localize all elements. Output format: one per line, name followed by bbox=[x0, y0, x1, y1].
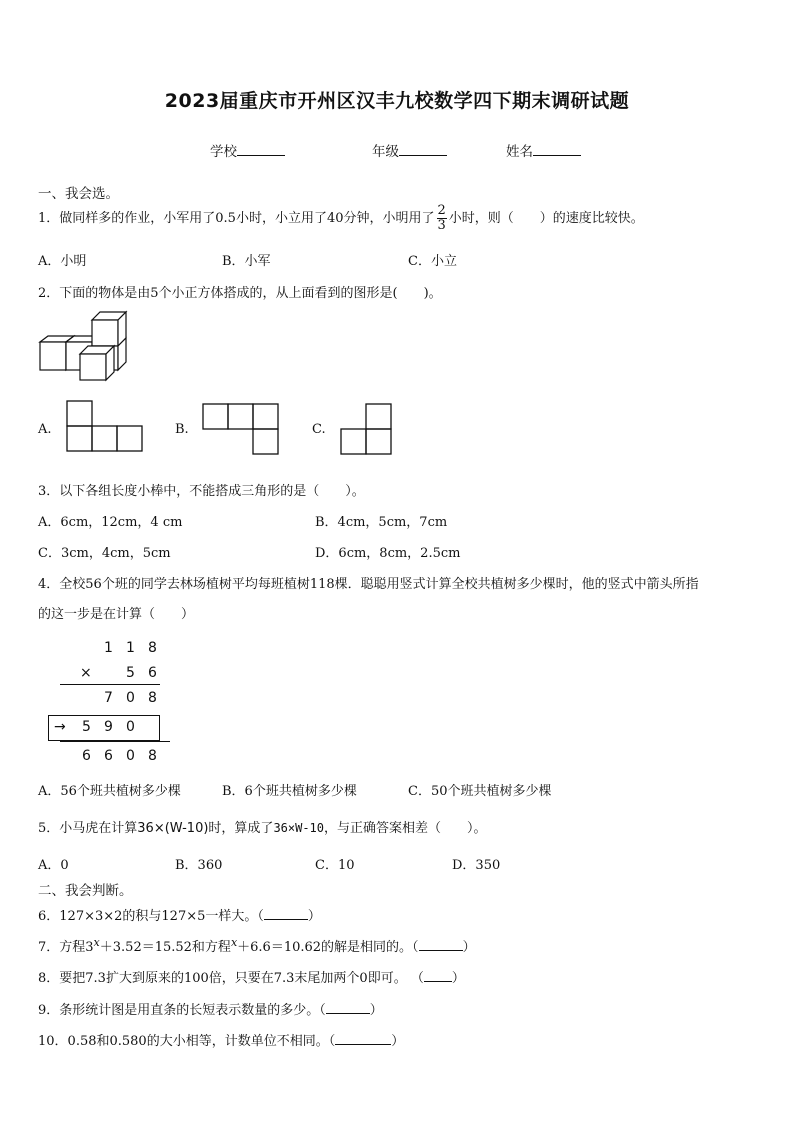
cube-stack-figure bbox=[38, 310, 130, 382]
q2-option-a[interactable]: A. bbox=[38, 422, 52, 437]
q10-text: 10．0.58和0.580的大小相等，计数单位不相同。（ bbox=[38, 1034, 336, 1049]
q4-option-b[interactable]: B．6个班共植树多少棵 bbox=[222, 784, 357, 799]
calc-digit: 7 bbox=[104, 690, 113, 706]
name-field[interactable] bbox=[506, 140, 581, 160]
calc-digit: 0 bbox=[126, 690, 135, 706]
q3-option-a[interactable]: A．6cm，12cm，4 cm bbox=[38, 515, 183, 530]
q6-close-paren: ） bbox=[307, 909, 321, 924]
q2-option-a-figure bbox=[66, 400, 144, 454]
q1-fraction-numerator: 2 bbox=[437, 203, 446, 218]
calc-arrow: → bbox=[54, 719, 66, 735]
q7-variable-x: x bbox=[230, 936, 238, 949]
q10-close-paren: ） bbox=[391, 1034, 405, 1049]
question-10 bbox=[38, 1030, 404, 1049]
question-9 bbox=[38, 999, 383, 1018]
calc-times-sign: × bbox=[80, 665, 92, 681]
q1-fraction-denominator: 3 bbox=[437, 218, 446, 233]
q3-option-b[interactable]: B．4cm，5cm，7cm bbox=[315, 515, 448, 530]
q5-text-pre: 5．小马虎在计算 bbox=[38, 821, 138, 836]
q1-text-pre: 1．做同样多的作业，小军用了0.5小时，小立用了40分钟，小明用了 bbox=[38, 211, 435, 226]
q3-option-d[interactable]: D．6cm，8cm，2.5cm bbox=[315, 546, 461, 561]
school-blank[interactable] bbox=[237, 142, 285, 156]
calc-digit: 5 bbox=[82, 719, 91, 735]
calc-digit: 0 bbox=[126, 719, 135, 735]
q4-option-a[interactable]: A．56个班共植树多少棵 bbox=[38, 784, 181, 799]
q7-close-paren: ） bbox=[462, 940, 476, 955]
question-6 bbox=[38, 905, 321, 924]
q9-answer-blank[interactable] bbox=[326, 1001, 370, 1014]
q7-answer-blank[interactable] bbox=[419, 938, 463, 951]
q6-text: 6．127×3×2的积与127×5一样大。（ bbox=[38, 909, 264, 924]
q7-text-mid: ＋3.52＝15.52和方程 bbox=[99, 940, 231, 955]
q2-option-b-figure bbox=[202, 403, 280, 457]
q8-answer-blank[interactable] bbox=[424, 969, 452, 982]
school-field[interactable] bbox=[210, 140, 285, 160]
q10-answer-blank[interactable] bbox=[335, 1032, 391, 1045]
grade-blank[interactable] bbox=[399, 142, 447, 156]
question-3: 3．以下各组长度小棒中，不能搭成三角形的是（ ）。 bbox=[38, 484, 365, 499]
name-label: 姓名 bbox=[506, 144, 533, 160]
q2-option-b[interactable]: B. bbox=[175, 422, 189, 437]
calc-digit: 1 bbox=[104, 640, 113, 656]
page-title: 2023届重庆市开州区汉丰九校数学四下期末调研试题 bbox=[164, 90, 630, 112]
calc-digit: 5 bbox=[126, 665, 135, 681]
q8-text: 8．要把7.3扩大到原来的100倍，只要在7.3末尾加两个0即可。 （ bbox=[38, 971, 424, 986]
name-blank[interactable] bbox=[533, 142, 581, 156]
question-4-line1: 4．全校56个班的同学去林场植树平均每班植树118棵．聪聪用竖式计算全校共植树多少棵时，他的竖式中箭头所指 bbox=[38, 577, 699, 592]
calc-line-2 bbox=[60, 741, 170, 742]
section-heading-judge: 二、我会判断。 bbox=[38, 883, 133, 899]
q2-option-c-figure bbox=[340, 403, 394, 457]
question-5 bbox=[38, 817, 487, 836]
q7-variable-x: x bbox=[93, 936, 100, 949]
q6-answer-blank[interactable] bbox=[264, 907, 308, 920]
q9-close-paren: ） bbox=[369, 1003, 383, 1018]
q8-close-paren: ） bbox=[451, 971, 465, 986]
q1-option-c[interactable]: C．小立 bbox=[408, 254, 457, 269]
question-8 bbox=[38, 967, 465, 986]
question-7 bbox=[38, 936, 476, 955]
q1-fraction bbox=[437, 204, 447, 233]
q4-option-c[interactable]: C．50个班共植树多少棵 bbox=[408, 784, 552, 799]
q9-text: 9．条形统计图是用直条的长短表示数量的多少。（ bbox=[38, 1003, 326, 1018]
q5-option-c[interactable]: C．10 bbox=[315, 858, 355, 873]
q2-option-c[interactable]: C. bbox=[312, 422, 326, 437]
q5-expression-1: 36×(W-10) bbox=[137, 821, 209, 836]
q1-text-post: 小时，则（ ）的速度比较快。 bbox=[448, 211, 644, 226]
calc-digit: 8 bbox=[148, 690, 157, 706]
calc-digit: 8 bbox=[148, 640, 157, 656]
grade-field[interactable] bbox=[372, 140, 447, 160]
q7-text: 7．方程3 bbox=[38, 940, 94, 955]
calc-digit: 0 bbox=[126, 748, 135, 764]
calc-digit: 6 bbox=[82, 748, 91, 764]
school-label: 学校 bbox=[210, 144, 237, 160]
question-1 bbox=[38, 204, 644, 234]
q5-option-d[interactable]: D．350 bbox=[452, 858, 501, 873]
q5-text-mid: 时，算成了 bbox=[208, 821, 274, 836]
calc-digit: 8 bbox=[148, 748, 157, 764]
q3-option-c[interactable]: C．3cm，4cm，5cm bbox=[38, 546, 171, 561]
q5-expression-2: 36×W-10 bbox=[273, 821, 325, 835]
calc-digit: 9 bbox=[104, 719, 113, 735]
question-4-line2: 的这一步是在计算（ ） bbox=[38, 607, 195, 622]
q5-option-b[interactable]: B．360 bbox=[175, 858, 223, 873]
q1-option-b[interactable]: B．小军 bbox=[222, 254, 271, 269]
grade-label: 年级 bbox=[372, 144, 399, 160]
calc-digit: 1 bbox=[126, 640, 135, 656]
question-2: 2．下面的物体是由5个小正方体搭成的，从上面看到的图形是( )。 bbox=[38, 286, 442, 301]
q1-option-a[interactable]: A．小明 bbox=[38, 254, 87, 269]
calc-digit: 6 bbox=[148, 665, 157, 681]
q7-text-post: ＋6.6＝10.62的解是相同的。（ bbox=[237, 940, 419, 955]
section-heading-choice: 一、我会选。 bbox=[38, 186, 119, 202]
calc-line-1 bbox=[60, 684, 160, 685]
q5-option-a[interactable]: A．0 bbox=[38, 858, 69, 873]
calc-digit: 6 bbox=[104, 748, 113, 764]
q5-text-post: ，与正确答案相差（ ）。 bbox=[324, 821, 487, 836]
